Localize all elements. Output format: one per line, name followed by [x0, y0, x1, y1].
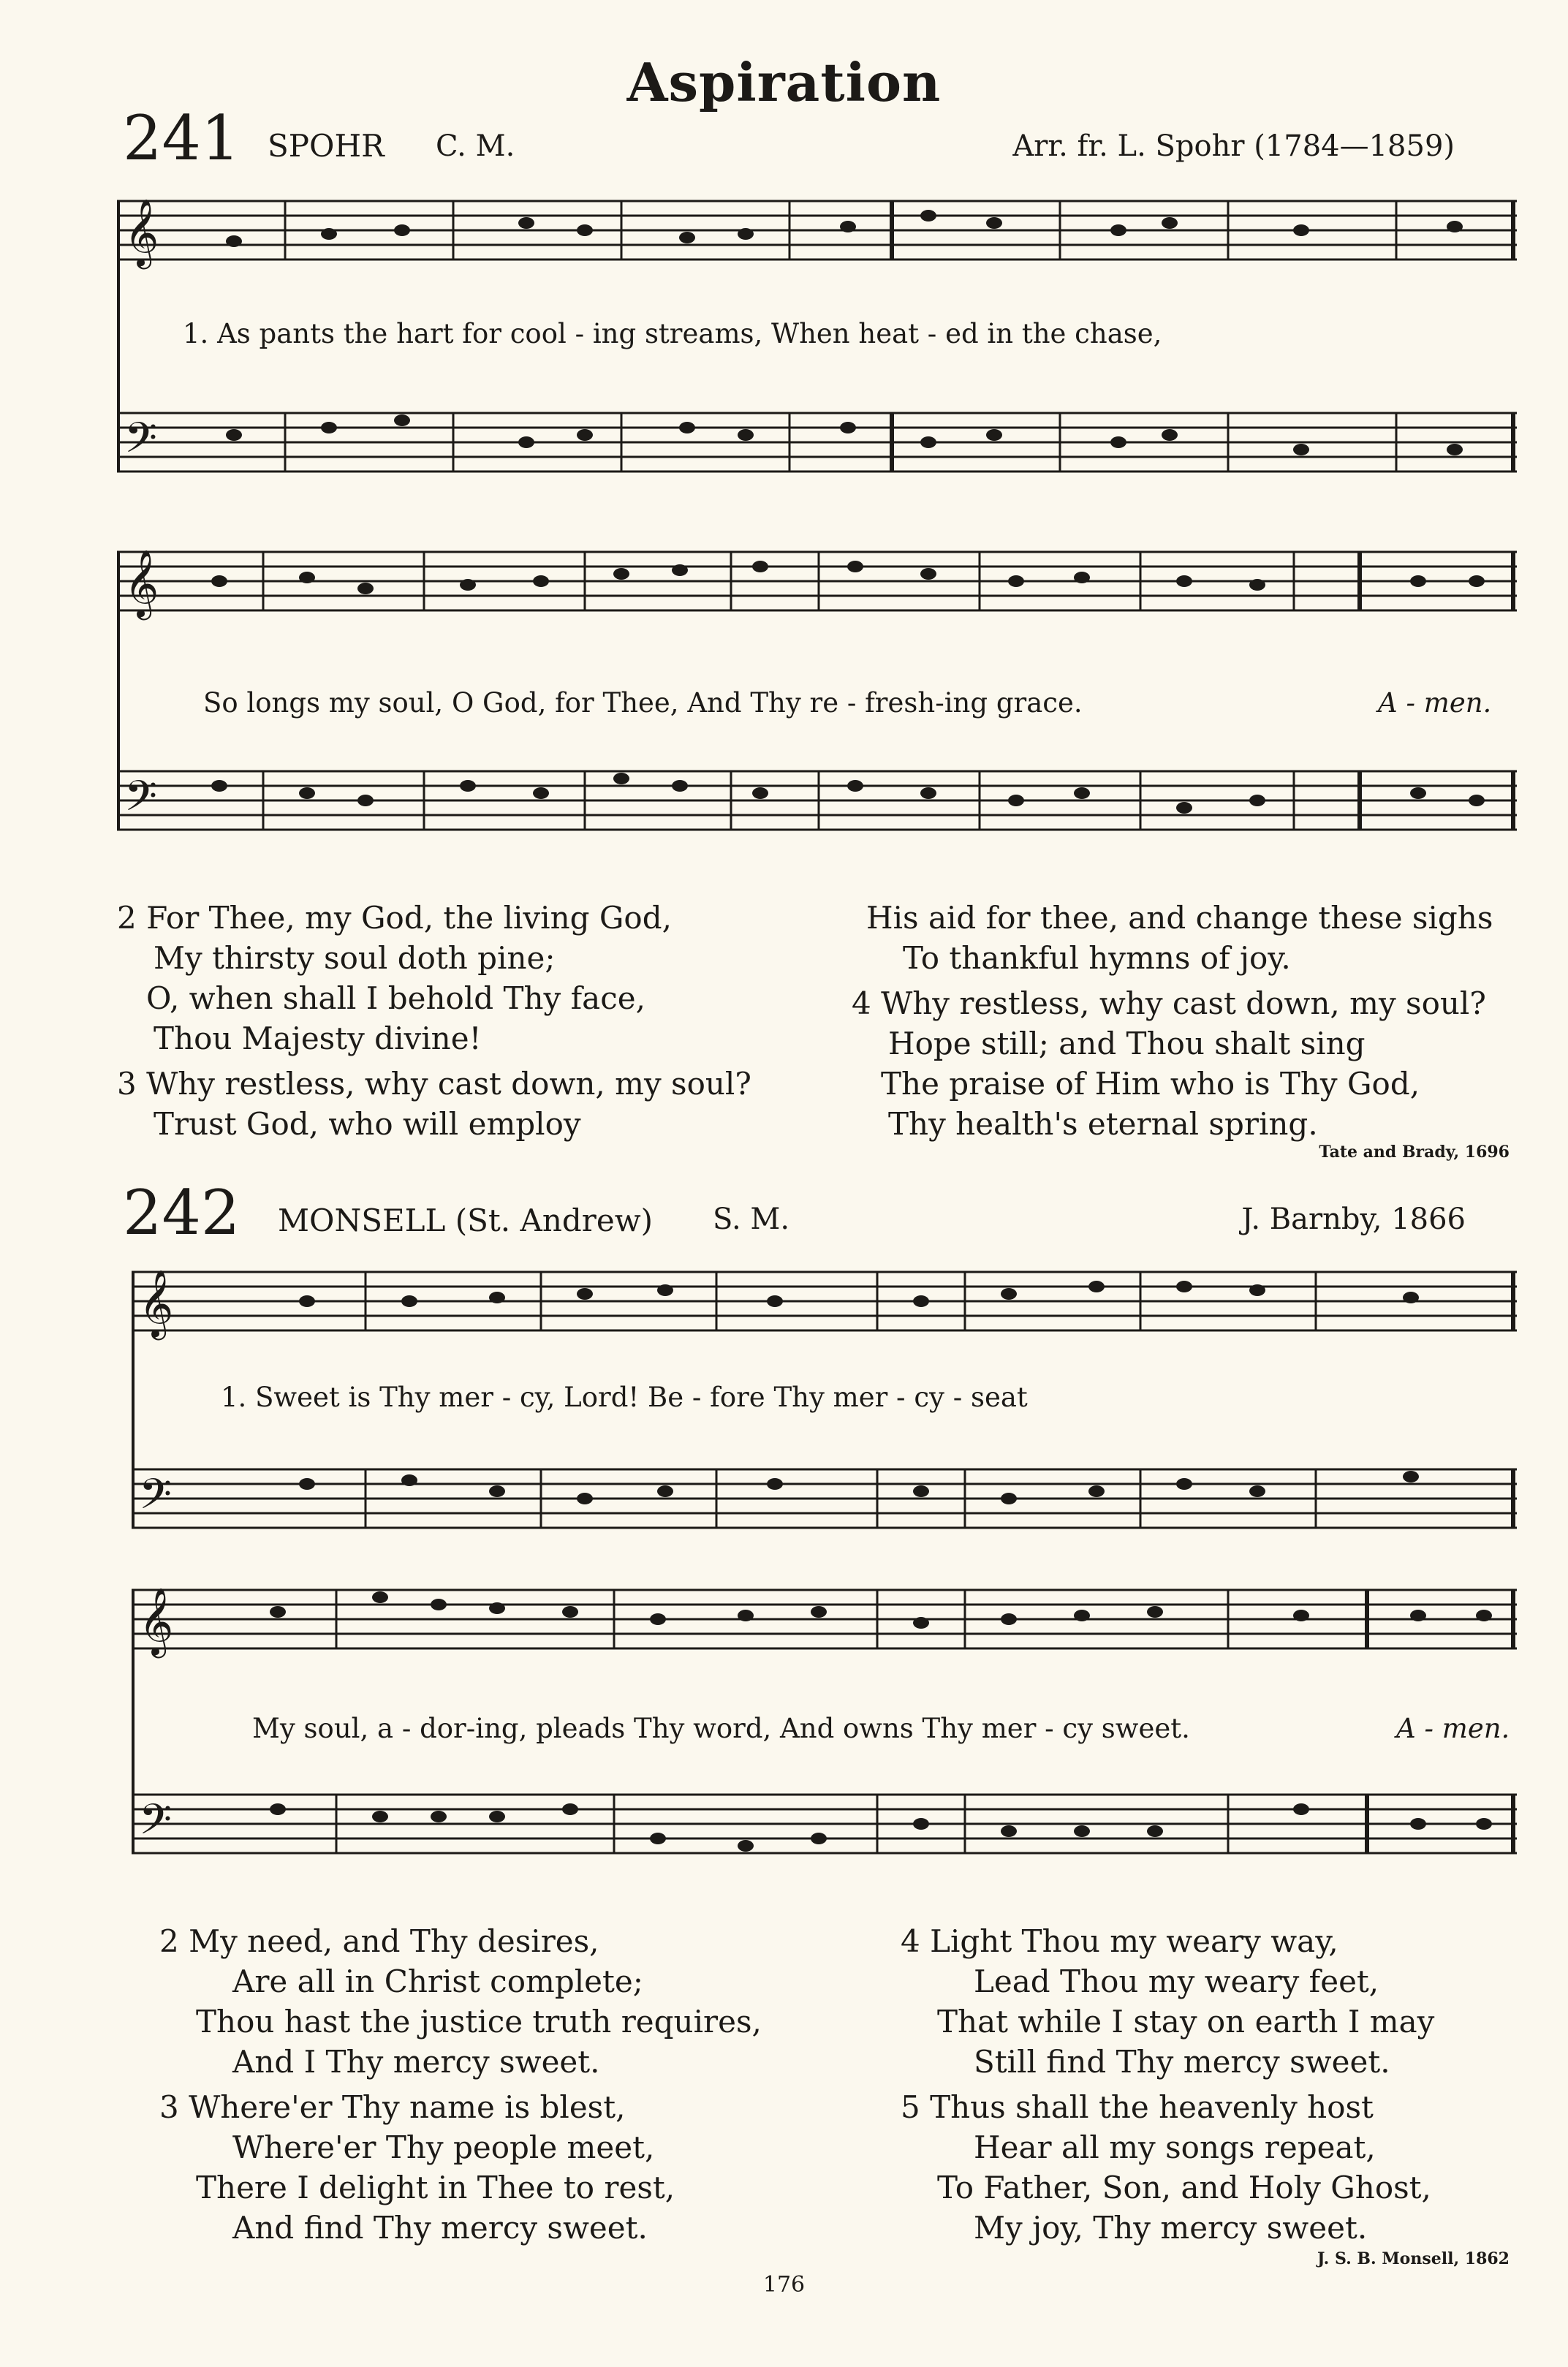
verse-line: My thirsty soul doth pine;	[154, 940, 556, 976]
tune-name-241: SPOHR	[268, 128, 385, 164]
composer-242: J. Barnby, 1866	[1241, 1203, 1466, 1236]
verse-line: Hear all my songs repeat,	[974, 2129, 1376, 2165]
verse-line: Thy health's eternal spring.	[888, 1106, 1318, 1142]
attribution-241: Tate and Brady, 1696	[1319, 1143, 1510, 1162]
verse-241-3-cont	[866, 898, 1493, 978]
verse-line: There I delight in Thee to rest,	[196, 2170, 675, 2205]
verse-line: 3 Where'er Thy name is blest,	[159, 2089, 626, 2125]
amen-242: A - men.	[1396, 1713, 1510, 1744]
meter-241: C. M.	[436, 129, 515, 163]
svg-text:𝄢: 𝄢	[124, 413, 158, 473]
svg-text:𝄞: 𝄞	[124, 549, 159, 617]
lyrics-241-line1: 1. As pants the hart for cool - ing streams, When heat - ed in the chase,	[183, 318, 1162, 349]
verse-line: Trust God, who will employ	[154, 1106, 581, 1142]
verse-line: Lead Thou my weary feet,	[974, 1963, 1379, 1999]
verse-line: Thou Majesty divine!	[154, 1020, 482, 1056]
lyrics-242-line2: My soul, a - dor-ing, pleads Thy word, And owns Thy mer - cy sweet.	[252, 1713, 1190, 1744]
svg-text:𝄞: 𝄞	[139, 1587, 174, 1655]
tune-name-242: MONSELL (St. Andrew)	[278, 1203, 654, 1238]
composer-241: Arr. fr. L. Spohr (1784—1859)	[1012, 129, 1455, 163]
hymn-number-241: 241	[123, 102, 240, 174]
verse-line: Where'er Thy people meet,	[232, 2129, 655, 2165]
verse-line: 4 Why restless, why cast down, my soul?	[852, 985, 1486, 1021]
verse-line: Hope still; and Thou shalt sing	[888, 1026, 1366, 1061]
verse-line: And I Thy mercy sweet.	[232, 2044, 600, 2080]
verse-line: 2 For Thee, my God, the living God,	[117, 900, 672, 936]
verse-line: Are all in Christ complete;	[232, 1963, 643, 1999]
svg-text:𝄞: 𝄞	[139, 1269, 174, 1337]
lyrics-242-line1: 1. Sweet is Thy mer - cy, Lord! Be - fore Thy mer - cy - seat	[221, 1382, 1028, 1413]
svg-text:𝄞: 𝄞	[124, 198, 159, 266]
verse-line: Still find Thy mercy sweet.	[974, 2044, 1390, 2080]
verse-line: To Father, Son, and Holy Ghost,	[937, 2170, 1431, 2205]
verse-line: 5 Thus shall the heavenly host	[901, 2089, 1374, 2125]
verse-242-2	[159, 1921, 762, 2082]
verse-line: 4 Light Thou my weary way,	[901, 1923, 1338, 1959]
verse-line: His aid for thee, and change these sighs	[866, 900, 1493, 936]
section-title: Aspiration	[626, 51, 942, 113]
verse-241-2	[117, 898, 672, 1058]
svg-text:𝄢: 𝄢	[139, 1795, 173, 1855]
verse-242-5	[901, 2087, 1431, 2248]
svg-text:𝄢: 𝄢	[139, 1469, 173, 1529]
verse-241-4	[852, 983, 1486, 1144]
verse-line: O, when shall I behold Thy face,	[146, 980, 645, 1016]
lyrics-241-line2: So longs my soul, O God, for Thee, And Thy re - fresh-ing grace.	[203, 687, 1083, 719]
verse-line: To thankful hymns of joy.	[903, 940, 1291, 976]
verse-line: My joy, Thy mercy sweet.	[974, 2210, 1368, 2246]
svg-text:𝄢: 𝄢	[124, 771, 158, 831]
hymn-number-242: 242	[123, 1177, 240, 1249]
verse-242-4	[901, 1921, 1434, 2082]
verse-242-3	[159, 2087, 675, 2248]
verse-line: That while I stay on earth I may	[937, 2004, 1435, 2040]
meter-242: S. M.	[713, 1203, 790, 1236]
verse-line: And find Thy mercy sweet.	[232, 2210, 648, 2246]
verse-line: 3 Why restless, why cast down, my soul?	[117, 1066, 751, 1102]
verse-line: Thou hast the justice truth requires,	[196, 2004, 762, 2040]
amen-241: A - men.	[1378, 687, 1492, 719]
verse-line: 2 My need, and Thy desires,	[159, 1923, 599, 1959]
verse-line: The praise of Him who is Thy God,	[881, 1066, 1420, 1102]
verse-241-3	[117, 1064, 751, 1144]
page-number: 176	[762, 2272, 806, 2298]
attribution-242: J. S. B. Monsell, 1862	[1317, 2249, 1510, 2268]
